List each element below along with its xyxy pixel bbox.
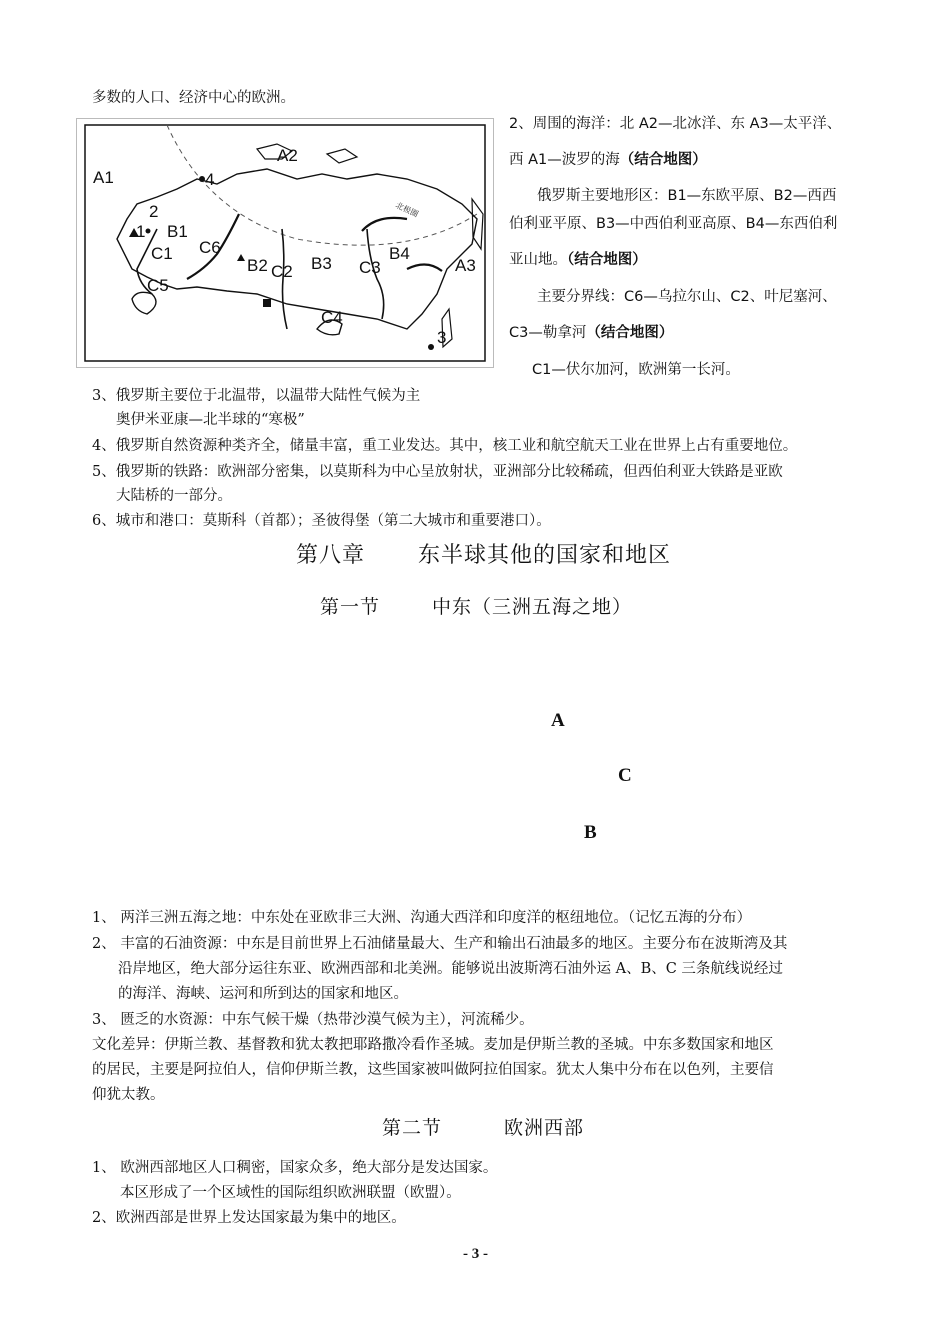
list-item: 6、城市和港口：莫斯科（首都）；圣彼得堡（第二大城市和重要港口）。	[92, 513, 551, 529]
page-number: - 3 -	[463, 1246, 488, 1262]
right-text-line: 主要分界线：C6—乌拉尔山、C2、叶尼塞河、	[537, 289, 837, 305]
map-label-2: 2	[149, 202, 159, 221]
list-item-cont: 本区形成了一个区域性的国际组织欧洲联盟（欧盟）。	[120, 1185, 461, 1201]
list-item-cont: 的海洋、海峡、运河和所到达的国家和地区。	[118, 986, 408, 1002]
map-reference-bold: （结合地图）	[567, 252, 647, 268]
map-label-c5: C5	[147, 276, 169, 295]
map-label-c2: C2	[271, 262, 293, 281]
map-label-c4: C4	[321, 308, 343, 327]
section-number: 第二节	[382, 1117, 443, 1139]
island-outline	[327, 149, 357, 163]
body-text-line: 多数的人口、经济中心的欧洲。	[92, 90, 295, 106]
right-text-line	[509, 150, 707, 170]
map-label-c6: C6	[199, 238, 221, 257]
list-item-cont: 奥伊米亚康—北半球的“寒极”	[116, 412, 305, 428]
right-text-line	[509, 323, 673, 343]
right-text-line: 伯利亚平原、B3—中西伯利亚高原、B4—东西伯利	[509, 216, 838, 232]
map-label-b4: B4	[389, 244, 410, 263]
mountain-line	[407, 264, 442, 271]
map-label-c1: C1	[151, 244, 173, 263]
map-label-a3: A3	[455, 256, 476, 275]
section-title: 中东（三洲五海之地）	[432, 596, 633, 618]
list-item: 1、 欧洲西部地区人口稠密，国家众多，绝大部分是发达国家。	[92, 1160, 498, 1176]
right-text-line: 俄罗斯主要地形区：B1—东欧平原、B2—西西	[537, 188, 837, 204]
map-label-4: 4	[205, 170, 215, 189]
list-item: 2、 丰富的石油资源：中东是目前世界上石油储量最大、生产和输出石油最多的地区。主要分布在波斯湾及其	[92, 936, 788, 952]
map-label-b2: B2	[247, 256, 268, 275]
right-text-line	[509, 250, 647, 270]
list-item: 5、俄罗斯的铁路：欧洲部分密集，以莫斯科为中心呈放射状，亚洲部分比较稀疏，但西伯利亚大铁路是亚欧	[92, 464, 783, 480]
caspian-sea-outline	[132, 292, 156, 314]
right-text-span: C3—勒拿河	[509, 325, 587, 341]
peninsula-outline	[472, 199, 483, 249]
chapter-title: 东半球其他的国家和地区	[418, 543, 672, 568]
list-item-cont: 沿岸地区，绝大部分运往东亚、欧洲西部和北美洲。能够说出波斯湾石油外运 A、B、C 三条航线说经过	[118, 961, 783, 977]
map-label-c3: C3	[359, 258, 381, 277]
map-label-b1: B1	[167, 222, 188, 241]
mountain-line	[362, 218, 407, 231]
chapter-number: 第八章	[296, 543, 366, 568]
list-item: 3、俄罗斯主要位于北温带，以温带大陆性气候为主	[92, 388, 421, 404]
triangle-marker-icon	[237, 254, 245, 261]
section-title: 欧洲西部	[504, 1117, 585, 1139]
route-label-b: B	[584, 822, 597, 843]
paragraph-line: 的居民，主要是阿拉伯人，信仰伊斯兰教，这些国家被叫做阿拉伯国家。犹太人集中分布在以色列，主要信	[92, 1062, 774, 1078]
map-label-arctic-circle: 北极圈	[394, 200, 420, 219]
map-label-a1: A1	[93, 168, 114, 187]
paragraph-line: 仰犹太教。	[92, 1087, 165, 1103]
russia-map-figure	[77, 119, 493, 367]
map-label-a2: A2	[277, 146, 298, 165]
list-item-cont: 大陆桥的一部分。	[116, 488, 232, 504]
section-number: 第一节	[320, 596, 381, 618]
right-text-span: 亚山地。	[509, 252, 567, 268]
list-item: 1、 两洋三洲五海之地：中东处在亚欧非三大洲、沟通大西洋和印度洋的枢纽地位。（记忆五海的分布）	[92, 910, 752, 926]
map-reference-bold: （结合地图）	[586, 325, 674, 341]
dot-marker-icon	[146, 229, 151, 234]
route-label-c: C	[618, 765, 632, 786]
map-label-3: 3	[437, 328, 447, 347]
paragraph-line: 文化差异：伊斯兰教、基督教和犹太教把耶路撒冷看作圣城。麦加是伊斯兰教的圣城。中东多数国家和地区	[92, 1037, 774, 1053]
right-text-span: 西 A1—波罗的海	[509, 152, 620, 168]
russia-map	[76, 118, 494, 368]
map-label-1: 1	[136, 222, 146, 241]
list-item: 2、欧洲西部是世界上发达国家最为集中的地区。	[92, 1210, 406, 1226]
route-label-a: A	[551, 710, 565, 731]
square-marker-icon	[263, 299, 271, 307]
right-text-line: 2、周围的海洋：北 A2—北冰洋、东 A3—太平洋、	[509, 116, 842, 132]
list-item: 3、 匮乏的水资源：中东气候干燥（热带沙漠气候为主），河流稀少。	[92, 1012, 534, 1028]
dot-marker-icon	[428, 344, 434, 350]
map-label-b3: B3	[311, 254, 332, 273]
map-reference-bold: （结合地图）	[619, 152, 707, 168]
right-text-line: C1—伏尔加河，欧洲第一长河。	[532, 362, 740, 378]
list-item: 4、俄罗斯自然资源种类齐全，储量丰富，重工业发达。其中，核工业和航空航天工业在世界上占有重要地位。	[92, 438, 798, 454]
